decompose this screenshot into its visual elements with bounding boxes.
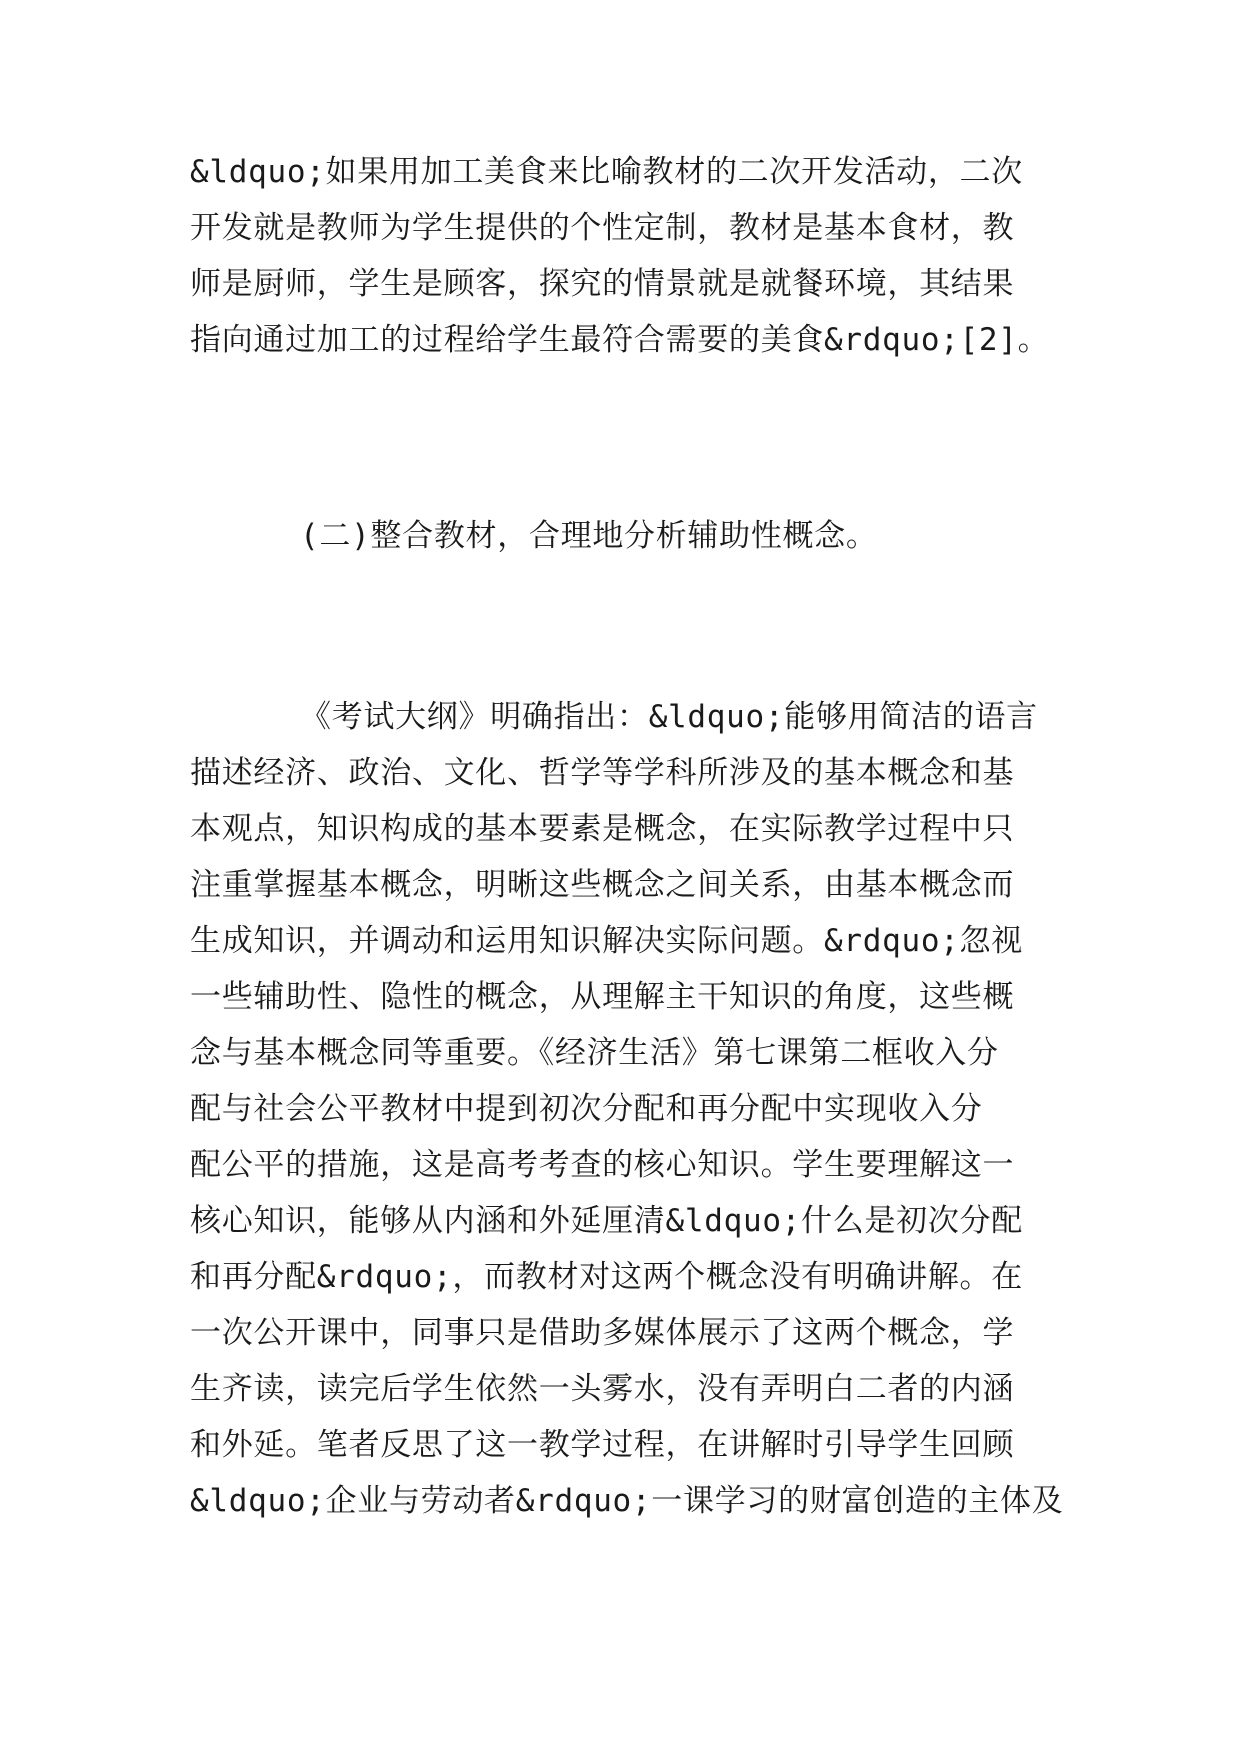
paragraph-2-line-2: 描述经济、政治、文化、哲学等学科所涉及的基本概念和基	[190, 755, 1015, 791]
paragraph-1-line-1: &ldquo;如果用加工美食来比喻教材的二次开发活动，二次	[190, 154, 1023, 190]
paragraph-2-line-14: 和外延。笔者反思了这一教学过程，在讲解时引导学生回顾	[190, 1427, 1015, 1463]
section-heading: (二)整合教材，合理地分析辅助性概念。	[300, 518, 878, 554]
paragraph-2-line-3: 本观点，知识构成的基本要素是概念，在实际教学过程中只	[190, 811, 1015, 847]
paragraph-2-line-6: 一些辅助性、隐性的概念，从理解主干知识的角度，这些概	[190, 979, 1015, 1015]
paragraph-1-line-2: 开发就是教师为学生提供的个性定制，教材是基本食材，教	[190, 210, 1015, 246]
paragraph-2-line-5: 生成知识，并调动和运用知识解决实际问题。&rdquo;忽视	[190, 923, 1023, 959]
paragraph-2-line-15: &ldquo;企业与劳动者&rdquo;一课学习的财富创造的主体及	[190, 1483, 1064, 1519]
paragraph-1-line-3: 师是厨师，学生是顾客，探究的情景就是就餐环境，其结果	[190, 266, 1015, 302]
paragraph-2-line-11: 和再分配&rdquo;，而教材对这两个概念没有明确讲解。在	[190, 1259, 1023, 1295]
paragraph-2-line-12: 一次公开课中，同事只是借助多媒体展示了这两个概念，学	[190, 1315, 1015, 1351]
paragraph-2-line-9: 配公平的措施，这是高考考查的核心知识。学生要理解这一	[190, 1147, 1015, 1183]
paragraph-1-line-4: 指向通过加工的过程给学生最符合需要的美食&rdquo;[2]。	[190, 322, 1050, 358]
paragraph-2-line-7: 念与基本概念同等重要。《经济生活》第七课第二框收入分	[190, 1035, 999, 1071]
paragraph-2-line-1: 《考试大纲》明确指出：&ldquo;能够用简洁的语言	[300, 699, 1038, 735]
paragraph-2-line-4: 注重掌握基本概念，明晰这些概念之间关系，由基本概念而	[190, 867, 1015, 903]
paragraph-2-line-10: 核心知识，能够从内涵和外延厘清&ldquo;什么是初次分配	[190, 1203, 1023, 1239]
paragraph-2-line-8: 配与社会公平教材中提到初次分配和再分配中实现收入分	[190, 1091, 983, 1127]
paragraph-2-line-13: 生齐读，读完后学生依然一头雾水，没有弄明白二者的内涵	[190, 1371, 1015, 1407]
